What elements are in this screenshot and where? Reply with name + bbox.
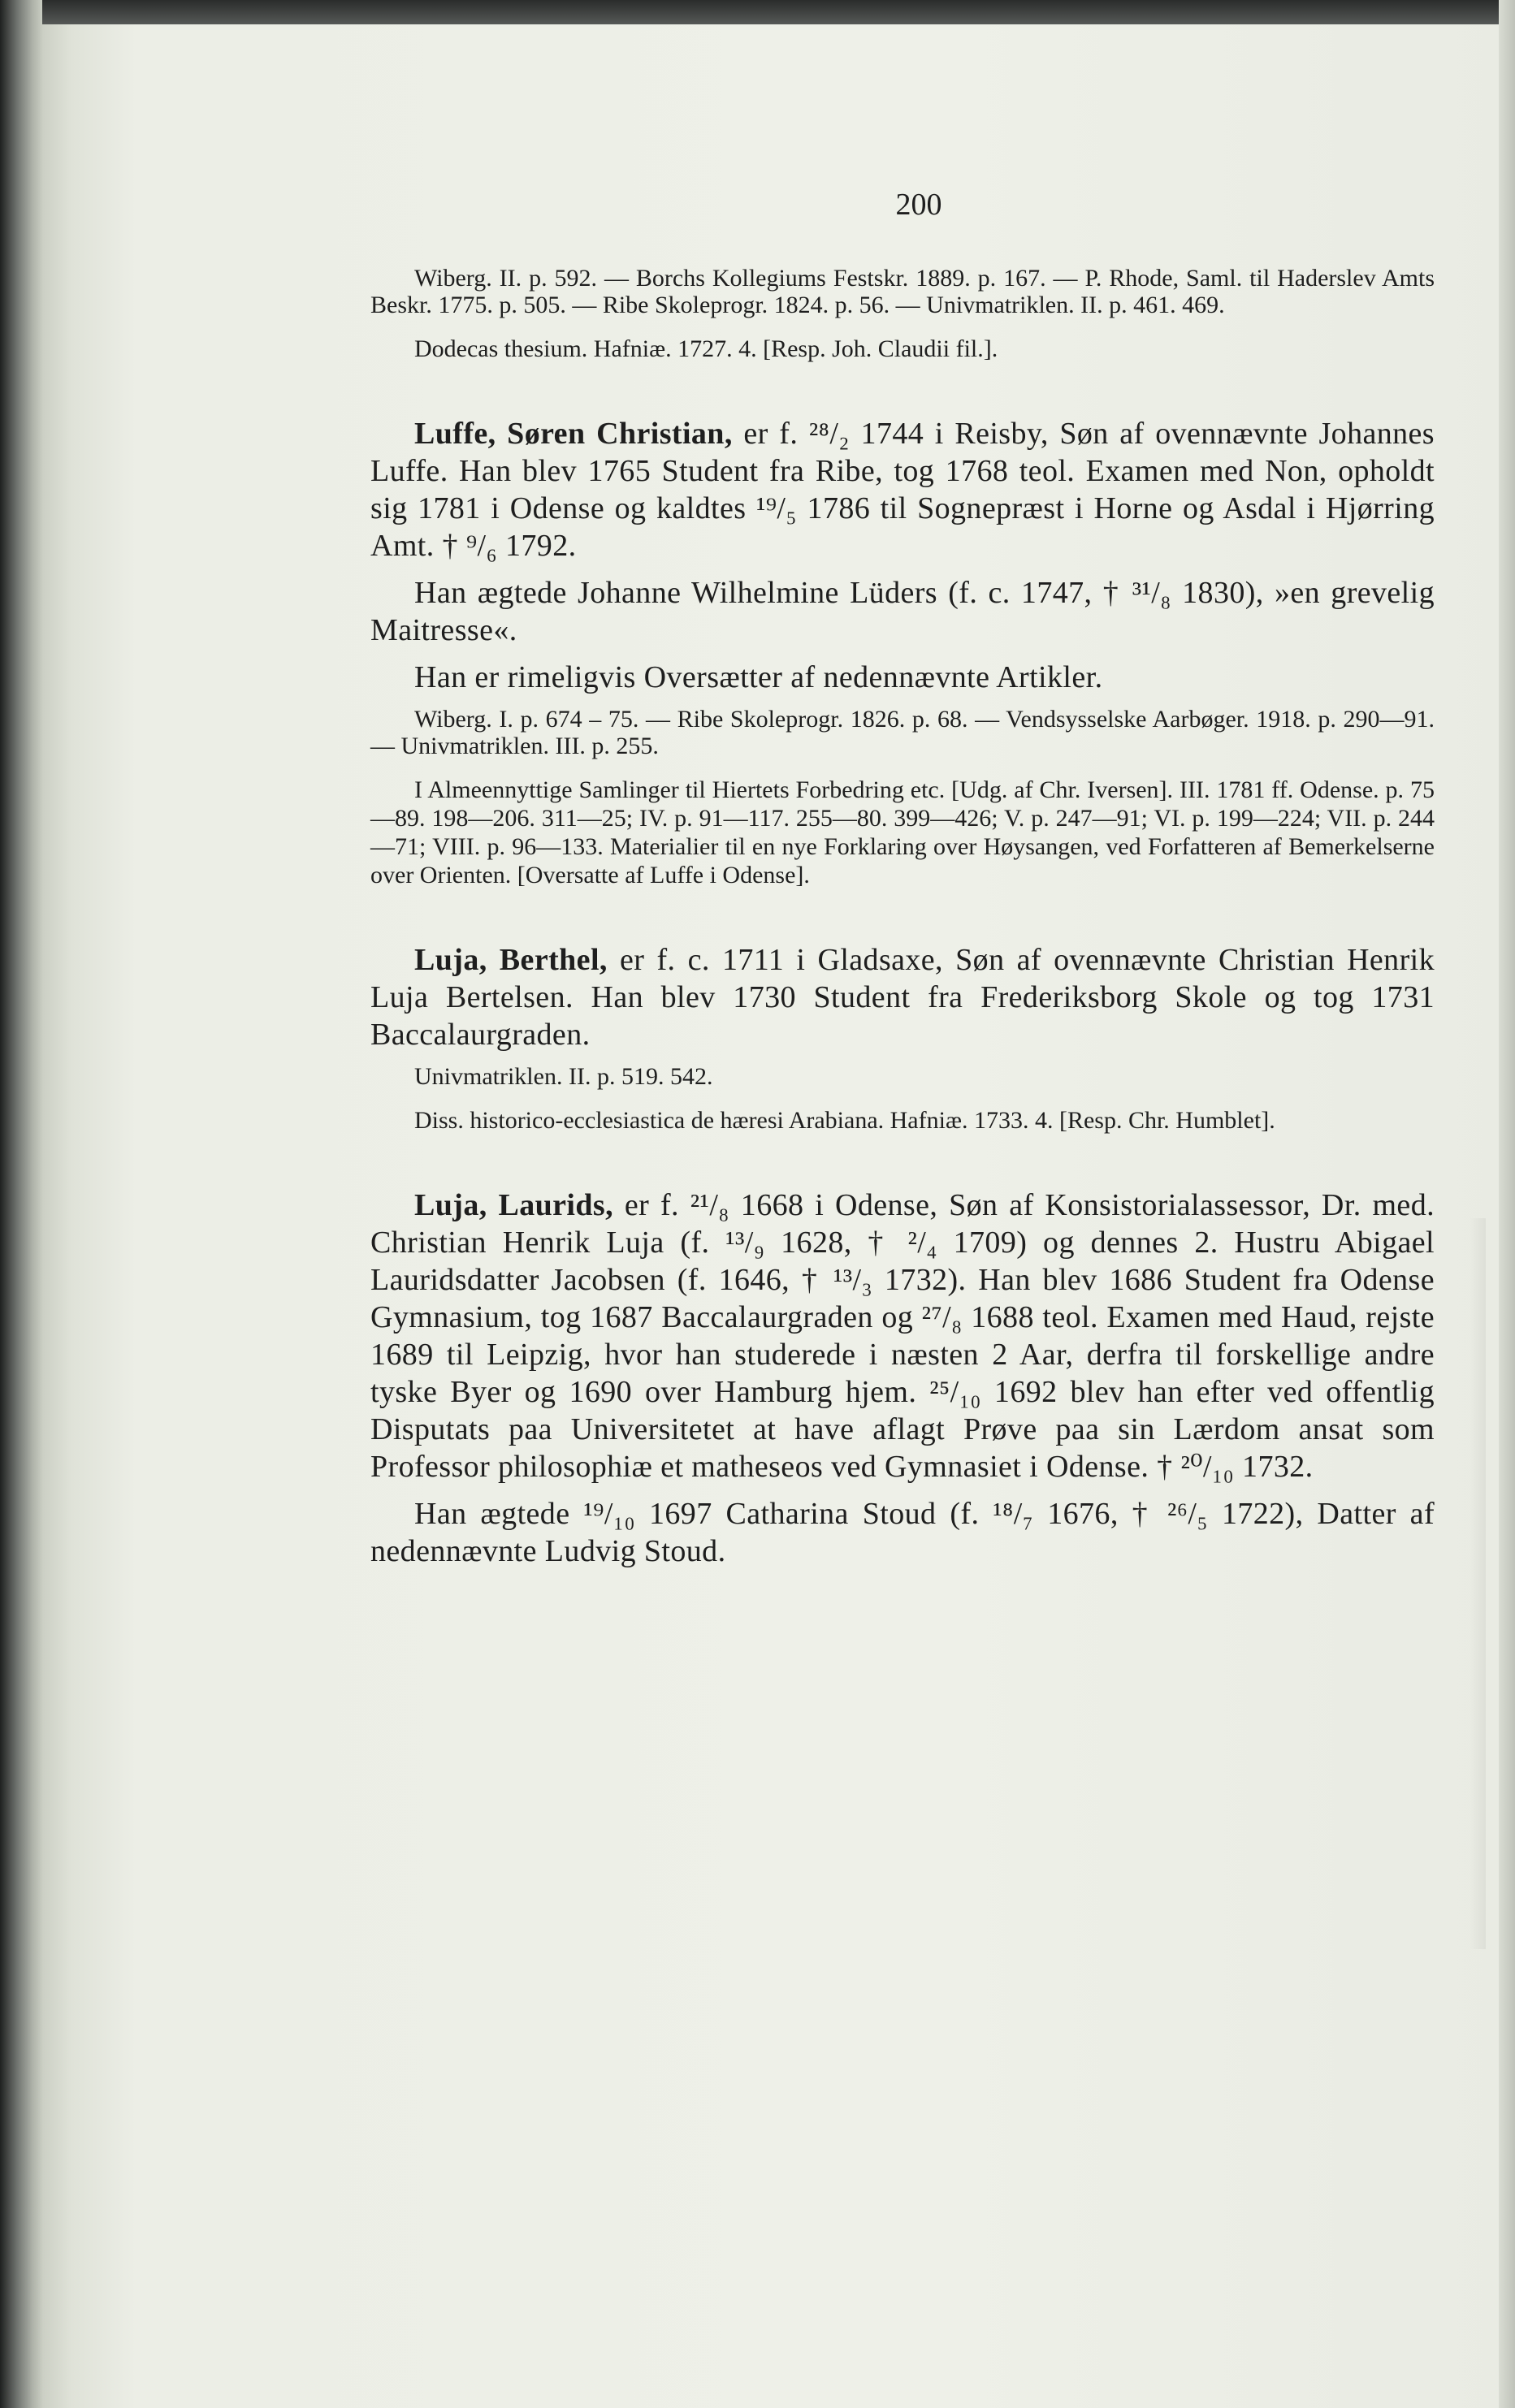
luffe-marriage: Han ægtede Johanne Wilhelmine Lüders (f. c. 1747, † ³¹/₈ 1830), »en grevelig Maitresse«. [370,576,1435,647]
luja-laurids-name: Luja, Laurids, [414,1188,613,1222]
dodecas-bibliography: Dodecas thesium. Hafniæ. 1727. 4. [Resp. Joh. Claudii fil.]. [414,335,998,362]
luja-berthel-works: Diss. historico-ecclesiastica de hæresi Arabiana. Hafniæ. 1733. 4. [Resp. Chr. Humblet]. [414,1107,1275,1134]
luffe-references: Wiberg. I. p. 674 – 75. — Ribe Skoleprogr. 1826. p. 68. — Vendsysselske Aarbøger. 1918. p. 290—91. — Univmatriklen. III. p. 255. [370,706,1435,759]
luja-berthel-bio [370,941,1435,1053]
page-number: 200 [895,188,942,222]
luja-berthel-name: Luja, Berthel, [414,943,608,977]
luja-berthel-bio-text: er f. c. 1711 i Gladsaxe, Søn af ovennævnte Christian Henrik Luja Bertelsen. Han blev 1730 Student fra Frederiksborg Skole og tog 1731 Baccalaurgraden. [370,943,1435,1052]
entry-luffe [370,415,1435,889]
wiberg-references: Wiberg. II. p. 592. — Borchs Kollegiums Festskr. 1889. p. 167. — P. Rhode, Saml. til Haderslev Amts Beskr. 1775. p. 505. — Ribe Skoleprogr. 1824. p. 56. — Univmatriklen. II. p. 461. 469. [370,265,1435,318]
book-binding-edge [0,0,42,2408]
luffe-bio [370,415,1435,564]
entry-luja-berthel [370,941,1435,1135]
luffe-bio-text: er f. ²⁸/₂ 1744 i Reisby, Søn af ovennævnte Johannes Luffe. Han blev 1765 Student fra Ribe, tog 1768 teol. Examen med Non, opholdt sig 1781 i Odense og kaldtes ¹⁹/₅ 1786 til Sognepræst i Horne og Asdal i Hjørring Amt. † ⁹/₆ 1792. [370,417,1435,563]
luffe-name: Luffe, Søren Christian, [414,417,733,451]
luja-laurids-bio [370,1187,1435,1485]
luja-berthel-references: Univmatriklen. II. p. 519. 542. [414,1063,713,1090]
page-content [370,187,1435,1580]
luffe-works: I Almeennyttige Samlinger til Hiertets Forbedring etc. [Udg. af Chr. Iversen]. III. 1781 ff. Odense. p. 75—89. 198—206. 311—25; IV. p. 91—117. 255—80. 399—426; V. p. 247—91; VI. p. 199—224; VII. p. 244—71; VIII. p. 96—133. Materialier til en nye Forklaring over Høysangen, ved Forfatteren af Bemerkelserne over Orienten. [Oversatte af Luffe i Odense]. [370,776,1435,888]
page-shadow [1470,1218,1486,1949]
luja-laurids-marriage: Han ægtede ¹⁹/₁₀ 1697 Catharina Stoud (f. ¹⁸/₇ 1676, † ²⁶/₅ 1722), Datter af nedennævnte Ludvig Stoud. [370,1497,1435,1568]
luffe-translator-note: Han er rimeligvis Oversætter af nedennævnte Artikler. [414,660,1103,694]
page-right-edge [1499,0,1515,2408]
entry-luja-laurids [370,1187,1435,1570]
luja-laurids-bio-text: er f. ²¹/₈ 1668 i Odense, Søn af Konsistorialassessor, Dr. med. Christian Henrik Luja (f. ¹³/₉ 1628, † ²/₄ 1709) og dennes 2. Hustru Abigael Lauridsdatter Jacobsen (f. 1646, † ¹³/₃ 1732). Han blev 1686 Student fra Odense Gymnasium, tog 1687 Baccalaurgraden og ²⁷/₈ 1688 teol. Examen med Haud, rejste 1689 til Leipzig, hvor han studerede i næsten 2 Aar, derfra til forskellige andre tyske Byer og 1690 over Hamburg hjem. ²⁵/₁₀ 1692 blev han efter ved offentlig Disputats paa Universitetet at have aflagt Prøve paa sin Lærdom ansat som Professor philosophiæ et matheseos ved Gymnasiet i Odense. † ²⁰/₁₀ 1732. [370,1188,1435,1484]
scan-top-edge [0,0,1515,28]
